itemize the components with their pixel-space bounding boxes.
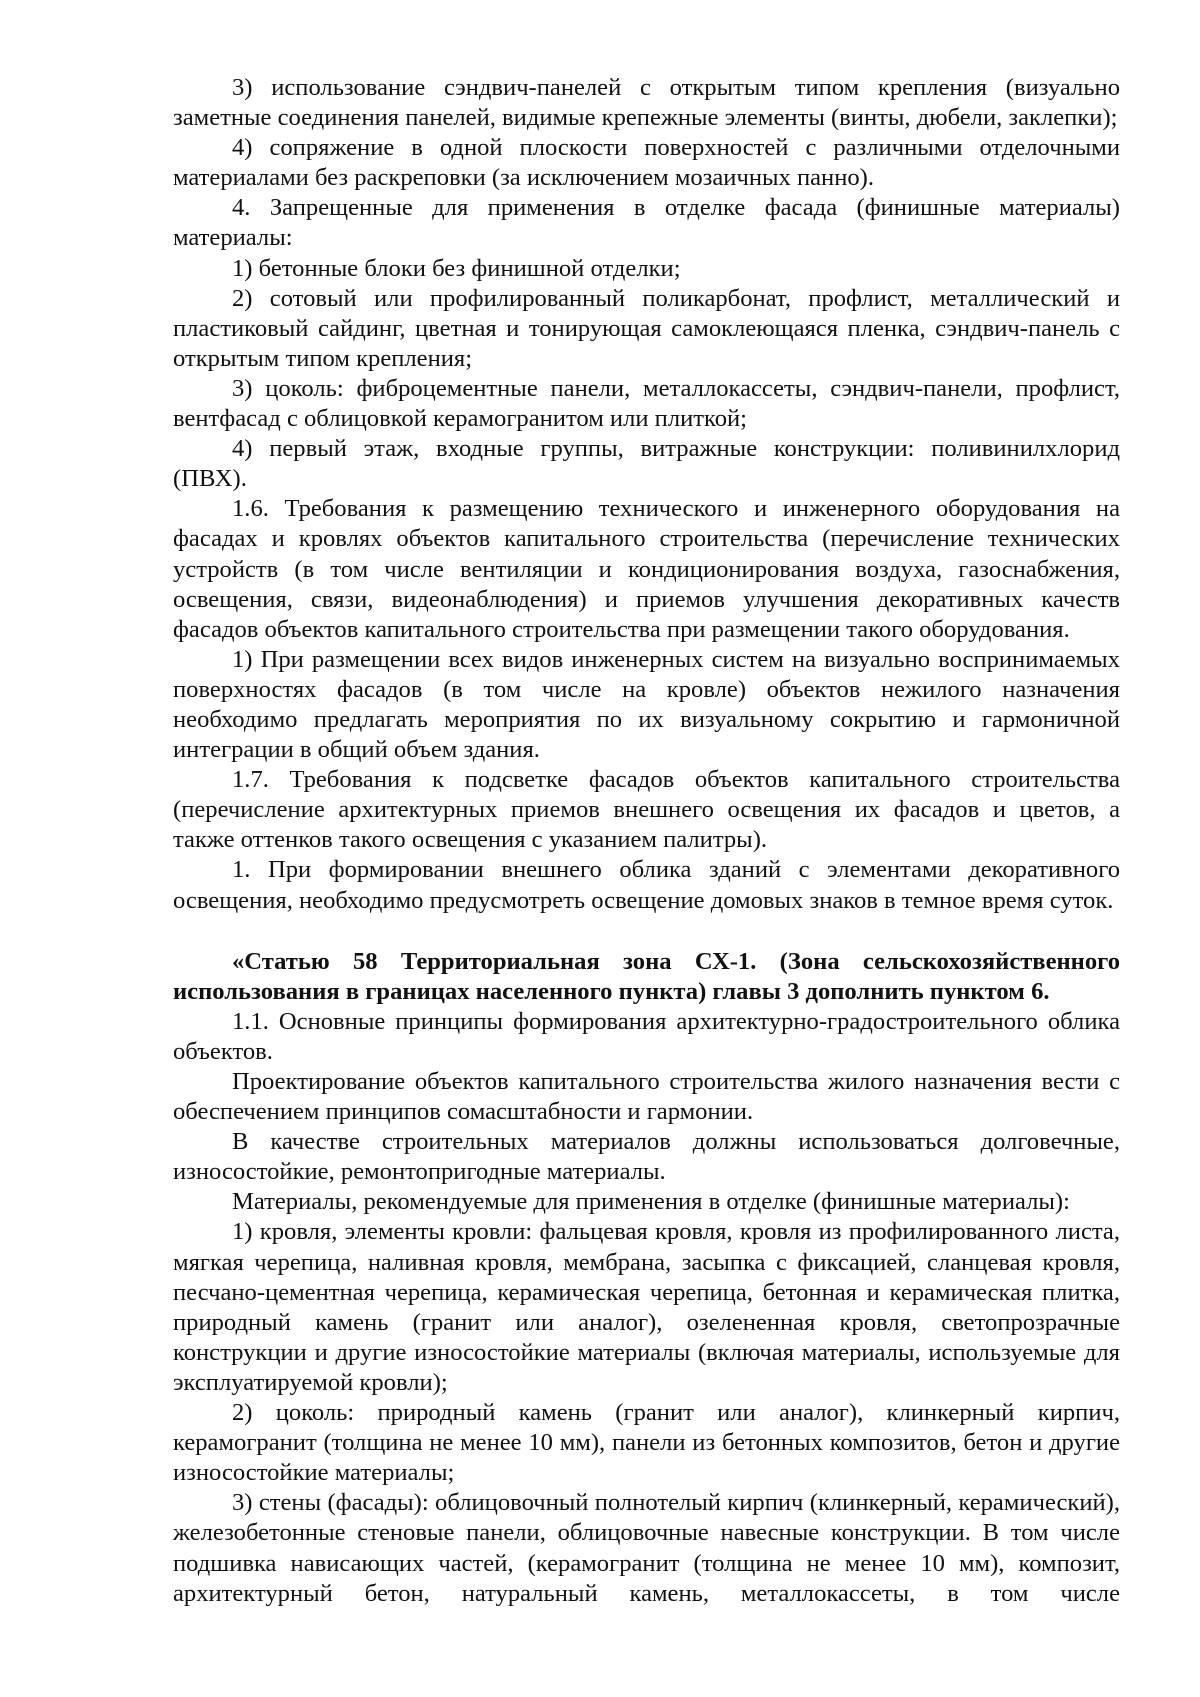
article-58-heading: «Статью 58 Территориальная зона СХ-1. (Зона сельскохозяйственного использования в границах населенного пункта) главы 3 дополнить пунктом 6. [173,947,1120,1005]
paragraph-section-1-1: 1.1. Основные принципы формирования архитектурно-градостроительного облика объектов. [173,1007,1120,1065]
paragraph-walls-facades: 3) стены (фасады): облицовочный полнотелый кирпич (клинкерный, керамический), железобетонные стеновые панели, облицовочные навесные конструкции. В том числе подшивка нависающих частей, (керамогранит (толщина не менее 10 мм), композит, архитектурный бетон, натуральный камень, металлокассеты, в том числе [173,1489,1120,1607]
paragraph-prohibited-materials-intro: 4. Запрещенные для применения в отделке фасада (финишные материалы) материалы: [173,194,1120,252]
paragraph-plinth-prohibited: 3) цоколь: фиброцементные панели, металлокассеты, сэндвич-панели, профлист, вентфасад с облицовкой керамогранитом или плиткой; [173,374,1120,433]
paragraph-polycarbonate-siding: 2) сотовый или профилированный поликарбонат, профлист, металлический и пластиковый сайдинг, цветная и тонирующая самоклеющаяся пленка, сэндвич-панель с открытым типом крепления; [173,284,1120,372]
document-page [173,73,1120,1609]
paragraph-decorative-lighting: 1. При формировании внешнего облика зданий с элементами декоративного освещения, необходимо предусмотреть освещение домовых знаков в темное время суток. [173,856,1120,914]
paragraph-engineering-systems: 1) При размещении всех видов инженерных систем на визуально воспринимаемых поверхностях фасадов (в том числе на кровле) объектов нежилого назначения необходимо предлагать мероприятия по их визуальному сокрытию и гармоничной интеграции в общий объем здания. [173,645,1120,764]
paragraph-roofing: 1) кровля, элементы кровли: фальцевая кровля, кровля из профилированного листа, мягкая черепица, наливная кровля, мембрана, засыпка с фиксацией, сланцевая кровля, песчано-цементная черепица, керамическая черепица, бетонная и керамическая плитка, природный камень (гранит или аналог), озелененная кровля, светопрозрачные конструкции и другие износостойкие материалы (включая материалы, используемые для эксплуатируемой кровли); [173,1218,1120,1396]
paragraph-recommended-materials-intro: Материалы, рекомендуемые для применения в отделке (финишные материалы): [232,1188,1070,1216]
paragraph-design-principles: Проектирование объектов капитального строительства жилого назначения вести с обеспечением принципов сомасштабности и гармонии. [173,1068,1120,1126]
paragraph-concrete-blocks: 1) бетонные блоки без финишной отделки; [232,254,681,282]
paragraph-building-materials: В качестве строительных материалов должны использоваться долговечные, износостойкие, ремонтопригодные материалы. [173,1128,1120,1186]
paragraph-sandwich-panels: 3) использование сэндвич-панелей с открытым типом крепления (визуально заметные соединения панелей, видимые крепежные элементы (винты, дюбели, заклепки); [173,74,1120,132]
paragraph-surface-junction: 4) сопряжение в одной плоскости поверхностей с различными отделочными материалами без раскреповки (за исключением мозаичных панно). [173,134,1120,192]
paragraph-section-1-7: 1.7. Требования к подсветке фасадов объектов капитального строительства (перечисление архитектурных приемов внешнего освещения их фасадов и цветов, а также оттенков такого освещения с указанием палитры). [173,766,1120,854]
paragraph-section-1-6: 1.6. Требования к размещению технического и инженерного оборудования на фасадах и кровлях объектов капитального строительства (перечисление технических устройств (в том числе вентиляции и кондиционирования воздуха, газоснабжения, освещения, связи, видеонаблюдения) и приемов улучшения декоративных качеств фасадов объектов капитального строительства при размещении такого оборудования. [173,495,1120,643]
paragraph-plinth-recommended: 2) цоколь: природный камень (гранит или аналог), клинкерный кирпич, керамогранит (толщина не менее 10 мм), панели из бетонных композитов, бетон и другие износостойкие материалы; [173,1399,1120,1487]
paragraph-first-floor-pvc: 4) первый этаж, входные группы, витражные конструкции: поливинилхлорид (ПВХ). [173,435,1120,493]
